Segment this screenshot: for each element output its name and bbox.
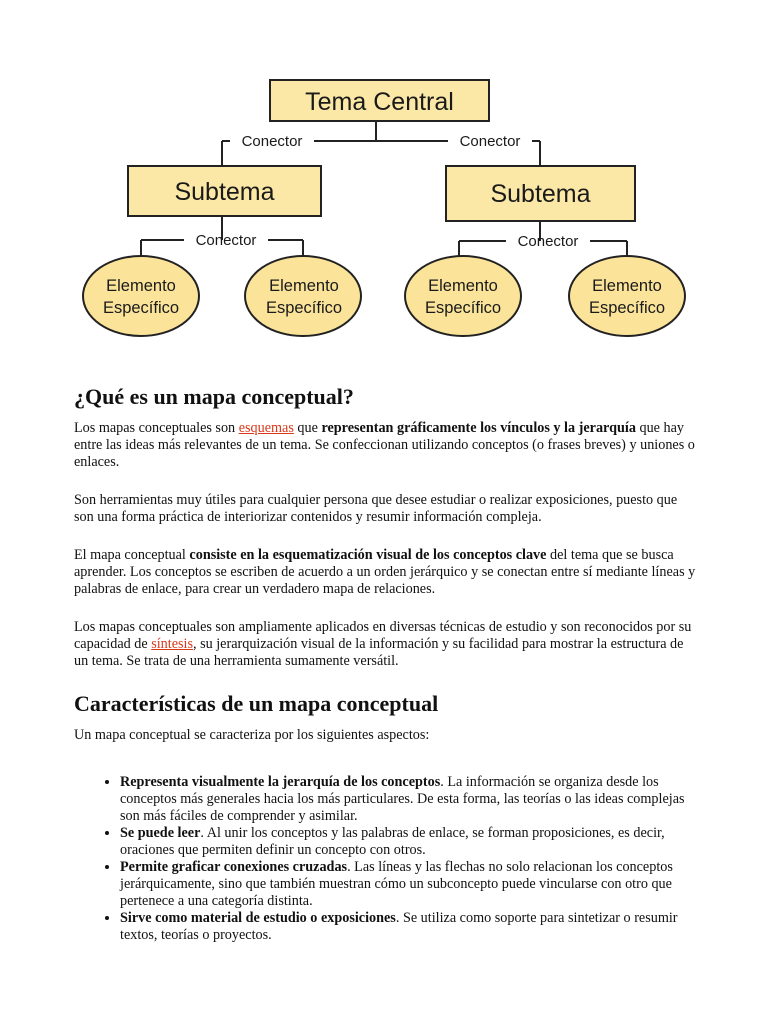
subtopic-left-label: Subtema [174,178,275,206]
link-sintesis[interactable]: síntesis [151,636,193,652]
connector-bottom-right: Conector [517,233,579,250]
element-node [245,256,361,336]
element-label-line2: Específico [424,299,502,317]
paragraph-usefulness: Son herramientas muy útiles para cualquier persona que desee estudiar o realizar exposiciones, puesto que son una forma práctica de interiorizar contenidos y resumir información compleja. [74,492,678,525]
connector-bottom-left: Conector [195,232,257,249]
element-label-line1: Elemento [592,277,662,295]
paragraph-applications [74,619,700,670]
connector-top-left: Conector [241,133,303,150]
bold-text: consiste en la esquematización visual de los conceptos clave [189,547,547,563]
subtopic-right-label: Subtema [490,180,591,208]
element-label-line1: Elemento [106,277,176,295]
text-run: Los mapas conceptuales son ampliamente aplicados en diversas técnicas de estudio y son reconocidos por su capacidad de [74,619,692,652]
text-run: . Se utiliza como soporte para sintetizar o resumir textos, teorías o proyectos. [120,910,678,943]
element-label-line2: Específico [102,299,180,317]
text-run: que hay entre las ideas más relevantes de un tema. Se confeccionan utilizando conceptos (o frases breves) y uniones o enlaces. [74,420,695,470]
paragraph-definition [74,420,700,471]
link-esquemas[interactable]: esquemas [238,420,294,436]
list-item [120,825,700,859]
section-heading-characteristics: Características de un mapa conceptual [74,691,439,716]
list-item [120,774,700,825]
concept-map-diagram [0,0,768,370]
bold-text: Se puede leer [120,825,201,841]
section-heading-what-is: ¿Qué es un mapa conceptual? [74,384,354,409]
bold-text: representan gráficamente los vínculos y la jerarquía [321,420,636,436]
text-run: . La información se organiza desde los conceptos más generales hacia los más particulares. De esta forma, las teorías o las ideas complejas son más fáciles de comprender y asimilar. [120,774,685,824]
element-label-line2: Específico [588,299,666,317]
connector-top-right: Conector [459,133,521,150]
root-label: Tema Central [305,88,454,116]
list-item [120,910,700,944]
list-item [120,859,700,910]
text-run: del tema que se busca aprender. Los conceptos se escriben de acuerdo a un orden jerárquico y se conectan entre sí mediante líneas y palabras de enlace, para crear un verdadero mapa de relaciones. [74,547,696,597]
article-content [74,384,700,944]
paragraph-characteristics-intro: Un mapa conceptual se caracteriza por los siguientes aspectos: [74,727,430,743]
bold-text: Representa visualmente la jerarquía de los conceptos [120,774,441,790]
element-node [569,256,685,336]
text-run: El mapa conceptual [74,547,190,563]
bold-text: Permite graficar conexiones cruzadas [120,859,348,875]
text-run: , su jerarquización visual de la información y su facilidad para mostrar la estructura de un tema. Se trata de una herramienta sumamente versátil. [74,636,684,669]
characteristics-list [74,774,700,944]
text-run: . Las líneas y las flechas no solo relacionan los conceptos jerárquicamente, sino que también muestran cómo un subconcepto puede vincularse con otro que pertenece a una categoría distinta. [120,859,673,909]
paragraph-consists [74,547,700,598]
bold-text: Sirve como material de estudio o exposiciones [120,910,396,926]
text-run: que [293,420,322,436]
element-label-line2: Específico [265,299,343,317]
element-label-line1: Elemento [269,277,339,295]
element-node [83,256,199,336]
text-run: Los mapas conceptuales son [74,420,239,436]
text-run: . Al unir los conceptos y las palabras de enlace, se forman proposiciones, es decir, oraciones que permiten definir un concepto con otros. [120,825,665,858]
element-label-line1: Elemento [428,277,498,295]
element-node [405,256,521,336]
